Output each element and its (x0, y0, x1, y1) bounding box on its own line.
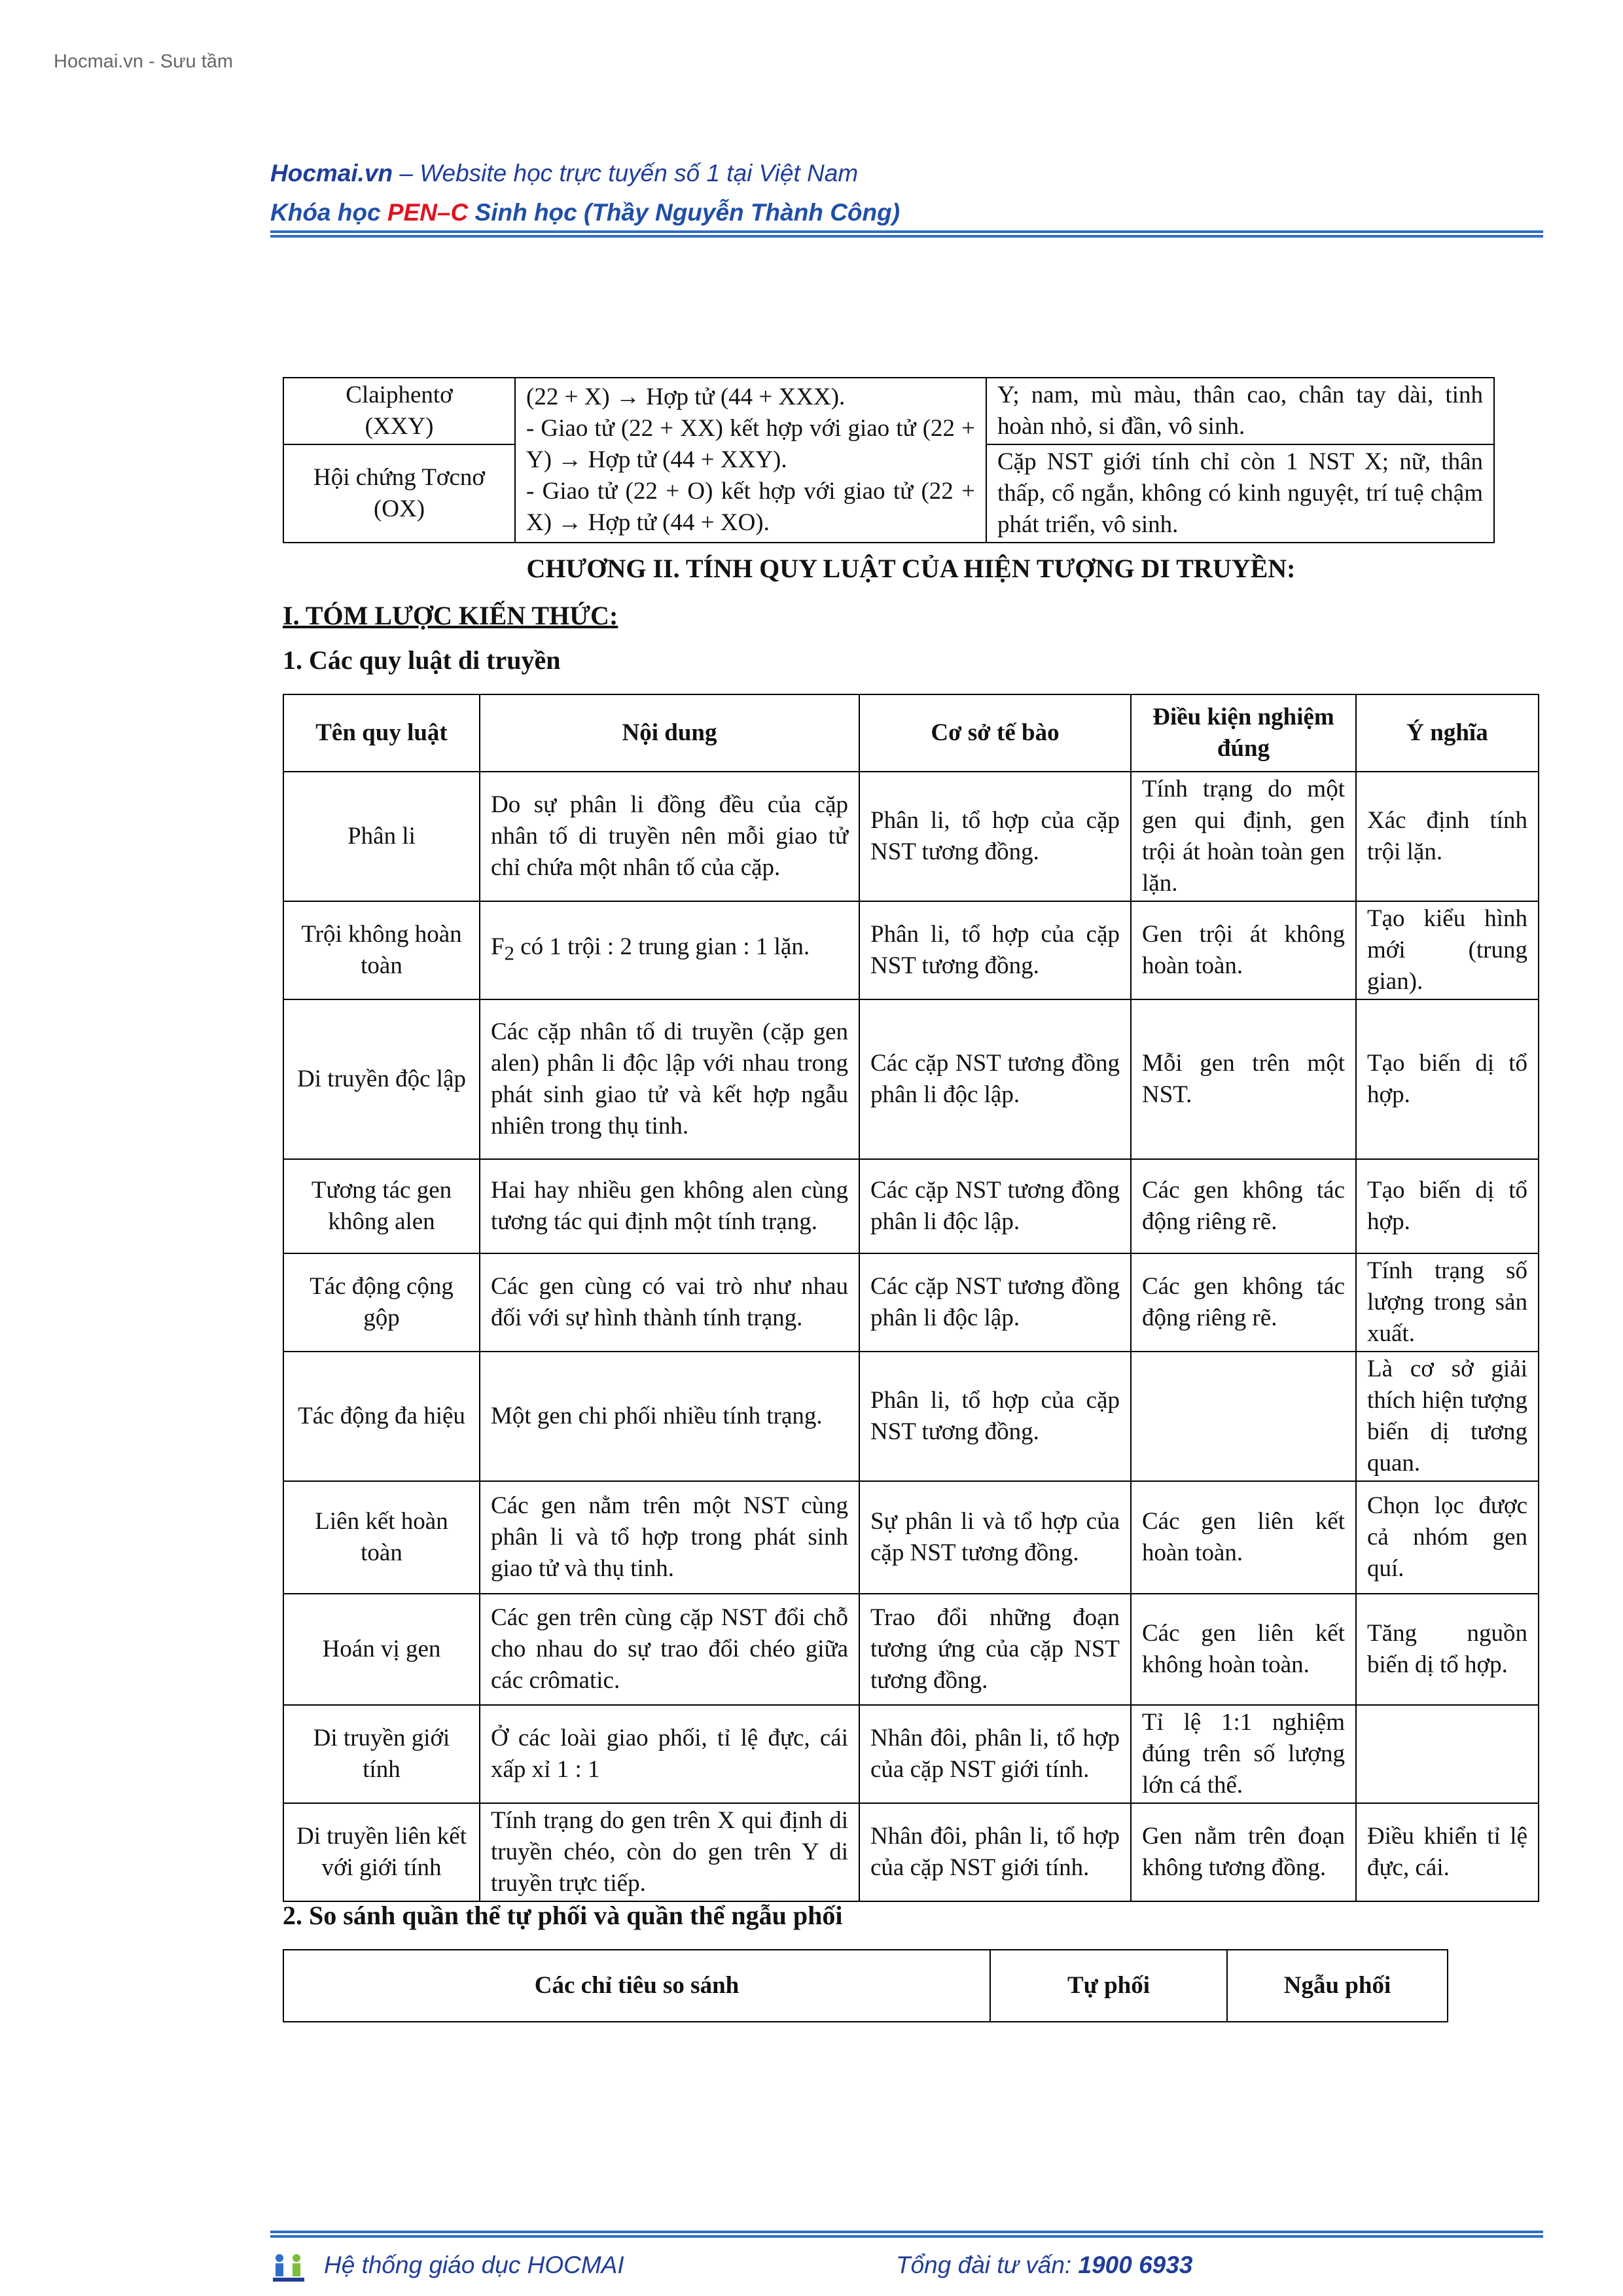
watermark: Hocmai.vn - Sưu tầm (54, 51, 234, 72)
syndrome-desc-2: Cặp NST giới tính chỉ còn 1 NST X; nữ, thân thấp, cổ ngắn, không có kinh nguyệt, trí tuệ chậm phát triển, vô sinh. (986, 444, 1494, 543)
hocmai-logo-icon (270, 2250, 307, 2283)
rule-content: Hai hay nhiều gen không alen cùng tương tác qui định một tính trạng. (480, 1159, 859, 1253)
header-rule (270, 230, 1543, 245)
rule-meaning: Tăng nguồn biến dị tổ hợp. (1356, 1594, 1539, 1705)
section-title: I. TÓM LƯỢC KIẾN THỨC: (283, 601, 618, 630)
rule-name: Tác động cộng gộp (283, 1253, 480, 1352)
rule-name: Tác động đa hiệu (283, 1352, 480, 1481)
rule-content: Do sự phân li đồng đều của cặp nhân tố di truyền nên mỗi giao tử chỉ chứa một nhân tố của cặp. (480, 772, 859, 901)
column-header: Ý nghĩa (1356, 694, 1539, 772)
rule-meaning: Tạo biến dị tổ hợp. (1356, 1159, 1539, 1253)
rule-meaning: Tạo biến dị tổ hợp. (1356, 999, 1539, 1159)
table-header-row (283, 694, 1539, 772)
syndrome-mechanism (515, 378, 986, 543)
rule-content: Các gen trên cùng cặp NST đổi chỗ cho nhau do sự trao đổi chéo giữa các crômatic. (480, 1594, 859, 1705)
comparison-table (283, 1949, 1448, 2022)
rule-name: Trội không hoàn toàn (283, 901, 480, 999)
rule-cell-basis: Các cặp NST tương đồng phân li độc lập. (859, 999, 1131, 1159)
table-row (283, 1481, 1539, 1594)
rule-meaning: Tạo kiểu hình mới (trung gian). (1356, 901, 1539, 999)
rule-condition: Gen nằm trên đoạn không tương đồng. (1131, 1803, 1356, 1901)
rule-name: Di truyền độc lập (283, 999, 480, 1159)
column-header: Tên quy luật (283, 694, 480, 772)
rule-content: Các cặp nhân tố di truyền (cặp gen alen) phân li độc lập với nhau trong phát sinh giao tử và kết hợp ngẫu nhiên trong thụ tinh. (480, 999, 859, 1159)
footer-left (324, 2251, 624, 2279)
rule-condition: Tính trạng do một gen qui định, gen trội át hoàn toàn gen lặn. (1131, 772, 1356, 901)
footer-left-prefix: Hệ thống giáo dục (324, 2251, 527, 2278)
subsection-title-2: 2. So sánh quần thể tự phối và quần thể ngẫu phối (283, 1901, 843, 1930)
rule-meaning: Tính trạng số lượng trong sản xuất. (1356, 1253, 1539, 1352)
syndrome-desc-1: Y; nam, mù màu, thân cao, chân tay dài, tinh hoàn nhỏ, si đần, vô sinh. (986, 378, 1494, 444)
table-row (283, 1352, 1539, 1481)
table-header-row (283, 1950, 1448, 2022)
rule-cell-basis: Các cặp NST tương đồng phân li độc lập. (859, 1253, 1131, 1352)
rule-name: Tương tác gen không alen (283, 1159, 480, 1253)
column-header: Tự phối (990, 1950, 1227, 2022)
page-header (270, 154, 1543, 232)
rule-name: Di truyền giới tính (283, 1705, 480, 1803)
genetic-rules-table (283, 694, 1539, 1902)
header-tagline: – Website học trực tuyến số 1 tại Việt Nam (393, 160, 859, 187)
syndrome-name (283, 378, 515, 444)
header-line-2 (270, 193, 1543, 232)
rule-cell-basis: Phân li, tổ hợp của cặp NST tương đồng. (859, 901, 1131, 999)
rule-content: Một gen chi phối nhiều tính trạng. (480, 1352, 859, 1481)
rule-meaning: Xác định tính trội lặn. (1356, 772, 1539, 901)
rule-cell-basis: Sự phân li và tổ hợp của cặp NST tương đồng. (859, 1481, 1131, 1594)
rule-condition: Các gen không tác động riêng rẽ. (1131, 1159, 1356, 1253)
rule-cell-basis: Các cặp NST tương đồng phân li độc lập. (859, 1159, 1131, 1253)
rule-condition: Gen trội át không hoàn toàn. (1131, 901, 1356, 999)
rule-meaning: Chọn lọc được cả nhóm gen quí. (1356, 1481, 1539, 1594)
table-row (283, 1253, 1539, 1352)
rule-content: Ở các loài giao phối, tỉ lệ đực, cái xấp xỉ 1 : 1 (480, 1705, 859, 1803)
rule-meaning: Điều khiển tỉ lệ đực, cái. (1356, 1803, 1539, 1901)
rule-name: Liên kết hoàn toàn (283, 1481, 480, 1594)
footer-rule (270, 2231, 1543, 2240)
rule-cell-basis: Phân li, tổ hợp của cặp NST tương đồng. (859, 1352, 1131, 1481)
rule-condition: Các gen liên kết hoàn toàn. (1131, 1481, 1356, 1594)
syndrome-table (283, 377, 1495, 543)
table-row (283, 1803, 1539, 1901)
rule-name: Di truyền liên kết với giới tính (283, 1803, 480, 1901)
page-footer (270, 2248, 1543, 2287)
course-suffix: Sinh học (Thầy Nguyễn Thành Công) (468, 199, 901, 226)
table-row (283, 378, 1494, 444)
rule-cell-basis: Trao đổi những đoạn tương ứng của cặp NST tương đồng. (859, 1594, 1131, 1705)
hotline-number: 1900 6933 (1078, 2251, 1193, 2278)
syndrome-name-2: Hội chứng Tơcnơ (OX) (313, 464, 485, 522)
rule-condition: Mỗi gen trên một NST. (1131, 999, 1356, 1159)
footer-right (896, 2251, 1192, 2279)
rule-name: Phân li (283, 772, 480, 901)
table-row (283, 1594, 1539, 1705)
rule-cell-basis: Nhân đôi, phân li, tổ hợp của cặp NST giới tính. (859, 1803, 1131, 1901)
rule-condition: Các gen liên kết không hoàn toàn. (1131, 1594, 1356, 1705)
column-header: Cơ sở tế bào (859, 694, 1131, 772)
rule-content: $F_2$ có 1 trội : 2 trung gian : 1 lặn. (480, 901, 859, 999)
column-header: Các chỉ tiêu so sánh (283, 1950, 990, 2022)
table-row (283, 999, 1539, 1159)
table-row (283, 901, 1539, 999)
rule-content: Các gen cùng có vai trò như nhau đối với sự hình thành tính trạng. (480, 1253, 859, 1352)
column-header: Ngẫu phối (1227, 1950, 1448, 2022)
table-row (283, 1705, 1539, 1803)
rule-meaning: Là cơ sở giải thích hiện tượng biến dị tương quan. (1356, 1352, 1539, 1481)
header-brand: Hocmai.vn (270, 160, 393, 187)
course-pen: PEN–C (387, 199, 469, 226)
rule-content: Các gen nằm trên một NST cùng phân li và tổ hợp trong phát sinh giao tử và thụ tinh. (480, 1481, 859, 1594)
rule-name: Hoán vị gen (283, 1594, 480, 1705)
column-header: Nội dung (480, 694, 859, 772)
rule-condition: Tỉ lệ 1:1 nghiệm đúng trên số lượng lớn cá thể. (1131, 1705, 1356, 1803)
course-prefix: Khóa học (270, 199, 387, 226)
mechanism-text: (22 + X) → Hợp tử (44 + XXX). - Giao tử (22 + XX) kết hợp với giao tử (22 + Y) → Hợp tử (44 + XXY). - Giao tử (22 + O) kết hợp với giao tử (22 + X) → Hợp tử (44 + XO). (526, 384, 975, 536)
footer-right-prefix: Tổng đài tư vấn: (896, 2251, 1079, 2278)
table-row (283, 1159, 1539, 1253)
table-row (283, 772, 1539, 901)
rule-cell-basis: Phân li, tổ hợp của cặp NST tương đồng. (859, 772, 1131, 901)
rule-condition: Các gen không tác động riêng rẽ. (1131, 1253, 1356, 1352)
column-header: Điều kiện nghiệm đúng (1131, 694, 1356, 772)
syndrome-name-1: Claiphentơ (XXY) (346, 382, 453, 440)
header-line-1 (270, 154, 1543, 193)
rule-meaning (1356, 1705, 1539, 1803)
rule-content: Tính trạng do gen trên X qui định di truyền chéo, còn do gen trên Y di truyền trực tiếp. (480, 1803, 859, 1901)
rule-condition (1131, 1352, 1356, 1481)
footer-brand: HOCMAI (527, 2251, 624, 2278)
rule-cell-basis: Nhân đôi, phân li, tổ hợp của cặp NST giới tính. (859, 1705, 1131, 1803)
syndrome-name (283, 444, 515, 543)
chapter-title: CHƯƠNG II. TÍNH QUY LUẬT CỦA HIỆN TƯỢNG DI TRUYỀN: (526, 554, 1296, 583)
subsection-title: 1. Các quy luật di truyền (283, 645, 561, 675)
